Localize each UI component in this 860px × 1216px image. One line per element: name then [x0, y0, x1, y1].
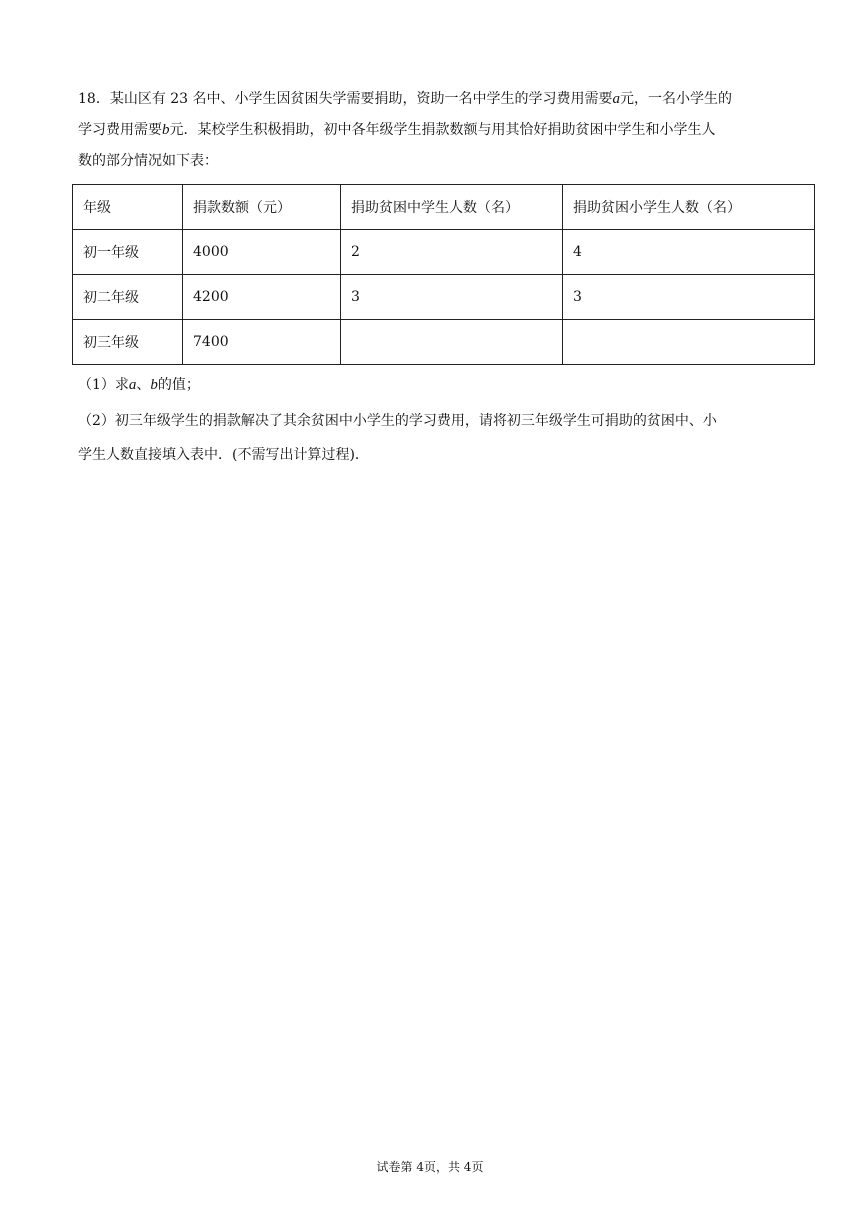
question-1-separator: 、 [136, 377, 151, 393]
table-row [73, 320, 815, 365]
table-cell: 3 [341, 275, 563, 320]
donation-table [72, 184, 815, 365]
problem-text-1b: 元，一名小学生的 [620, 91, 733, 107]
variable-a: a [612, 91, 621, 107]
table-cell: 初三年级 [73, 320, 183, 365]
problem-text-1a: 某山区有 23 名中、小学生因贫困失学需要捐助，资助一名中学生的学习费用需要 [109, 91, 613, 107]
table-cell: 7400 [183, 320, 341, 365]
problem-statement [78, 84, 778, 177]
blank-primary-school-cell [563, 320, 815, 365]
variable-a: a [128, 377, 137, 393]
question-2-line-2: 学生人数直接填入表中．(不需写出计算过程)． [78, 447, 369, 463]
problem-text-2b: 元．某校学生积极捐助，初中各年级学生捐款数额与用其恰好捐助贫困中学生和小学生人 [169, 122, 716, 138]
table-cell: 4 [563, 230, 815, 275]
problem-number: 18． [78, 91, 110, 107]
variable-b: b [162, 122, 170, 138]
question-1-suffix: 的值； [157, 377, 200, 393]
table-cell: 初二年级 [73, 275, 183, 320]
table-cell: 4000 [183, 230, 341, 275]
table-header-row [73, 185, 815, 230]
table-row [73, 230, 815, 275]
question-2-line-1: （2）初三年级学生的捐款解决了其余贫困中小学生的学习费用，请将初三年级学生可捐助的贫困中、小 [78, 413, 717, 429]
table-cell: 3 [563, 275, 815, 320]
header-middle-school-count: 捐助贫困中学生人数（名） [341, 185, 563, 230]
variable-b: b [150, 377, 158, 393]
problem-line-2 [78, 115, 778, 146]
question-1 [78, 372, 200, 398]
header-primary-school-count: 捐助贫困小学生人数（名） [563, 185, 815, 230]
problem-text-2a: 学习费用需要 [78, 122, 162, 138]
table-row [73, 275, 815, 320]
question-1-prefix: （1）求 [78, 377, 129, 393]
problem-line-1 [78, 84, 778, 115]
table-cell: 4200 [183, 275, 341, 320]
blank-middle-school-cell [341, 320, 563, 365]
question-2 [78, 404, 778, 472]
problem-line-3: 数的部分情况如下表： [78, 153, 218, 169]
table-cell: 初一年级 [73, 230, 183, 275]
table-cell: 2 [341, 230, 563, 275]
header-donation-amount: 捐款数额（元） [183, 185, 341, 230]
header-grade: 年级 [73, 185, 183, 230]
page-footer: 试卷第 4页，共 4页 [376, 1160, 484, 1174]
